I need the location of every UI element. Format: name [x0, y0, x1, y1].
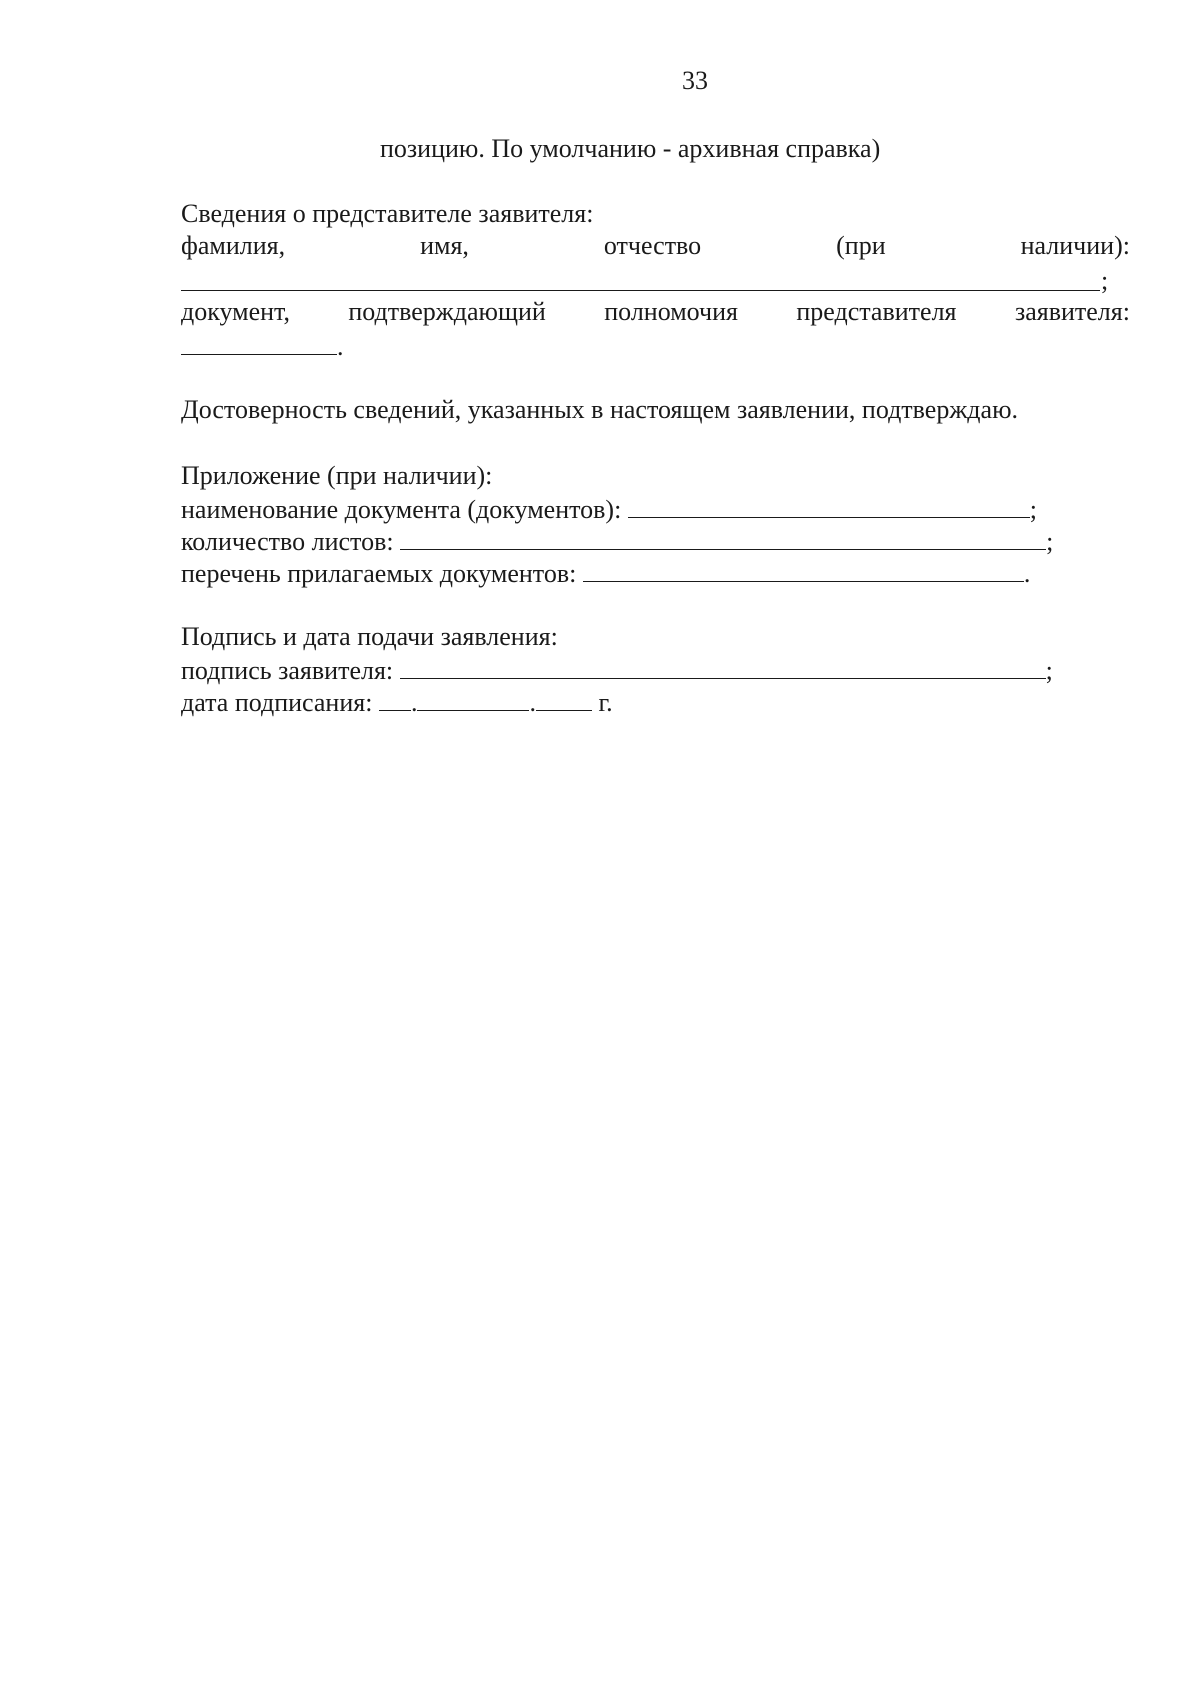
doc-word: подтверждающий: [348, 297, 546, 326]
attachment-list-field[interactable]: [583, 557, 1024, 582]
doc-word: заявителя:: [1014, 297, 1130, 326]
name-word: имя,: [420, 231, 469, 260]
representative-document-label: [181, 297, 1130, 327]
attachment-sheets-end: ;: [1046, 527, 1054, 556]
attachment-list-label: перечень прилагаемых документов:: [181, 559, 577, 588]
representative-document-field[interactable]: [181, 330, 337, 355]
doc-word: полномочия: [604, 297, 738, 326]
signature-date-line: [181, 686, 613, 718]
attachment-docname-line: [181, 493, 1037, 525]
date-day-field[interactable]: [379, 686, 411, 711]
continuation-text: позицию. По умолчанию - архивная справка): [380, 134, 881, 163]
attachment-sheets-line: [181, 525, 1053, 557]
signature-sign-label: подпись заявителя:: [181, 656, 394, 685]
name-word: наличии):: [1020, 231, 1130, 260]
attachment-heading: Приложение (при наличии):: [181, 461, 493, 490]
representative-heading: Сведения о представителе заявителя:: [181, 199, 594, 228]
attachment-docname-field[interactable]: [628, 493, 1030, 518]
doc-word: документ,: [181, 297, 290, 326]
date-year-suffix: г.: [598, 688, 613, 717]
signature-sign-line: [181, 654, 1053, 686]
attachment-sheets-field[interactable]: [400, 525, 1046, 550]
name-word: отчество: [603, 231, 702, 260]
signature-sign-field[interactable]: [400, 654, 1046, 679]
signature-heading: Подпись и дата подачи заявления:: [181, 622, 558, 651]
attachment-docname-label: наименование документа (документов):: [181, 495, 622, 524]
representative-name-end: ;: [1101, 266, 1109, 295]
representative-name-field[interactable]: [181, 290, 1100, 291]
name-word: фамилия,: [181, 231, 286, 260]
attachment-list-line: [181, 557, 1030, 589]
name-word: (при: [836, 231, 886, 260]
date-month-field[interactable]: [417, 686, 529, 711]
representative-document-line: [181, 330, 344, 362]
date-separator: .: [410, 688, 418, 717]
confirmation-text: Достоверность сведений, указанных в настоящем заявлении, подтверждаю.: [181, 395, 1018, 424]
date-year-field[interactable]: [536, 686, 592, 711]
representative-name-label: [181, 231, 1130, 261]
attachment-sheets-label: количество листов:: [181, 527, 394, 556]
signature-date-label: дата подписания:: [181, 688, 373, 717]
date-separator: .: [529, 688, 536, 717]
representative-document-end: .: [337, 332, 344, 361]
doc-word: представителя: [796, 297, 957, 326]
page-number: 33: [682, 66, 708, 95]
attachment-list-end: .: [1023, 559, 1031, 588]
attachment-docname-end: ;: [1029, 495, 1038, 524]
signature-sign-end: ;: [1045, 656, 1053, 685]
